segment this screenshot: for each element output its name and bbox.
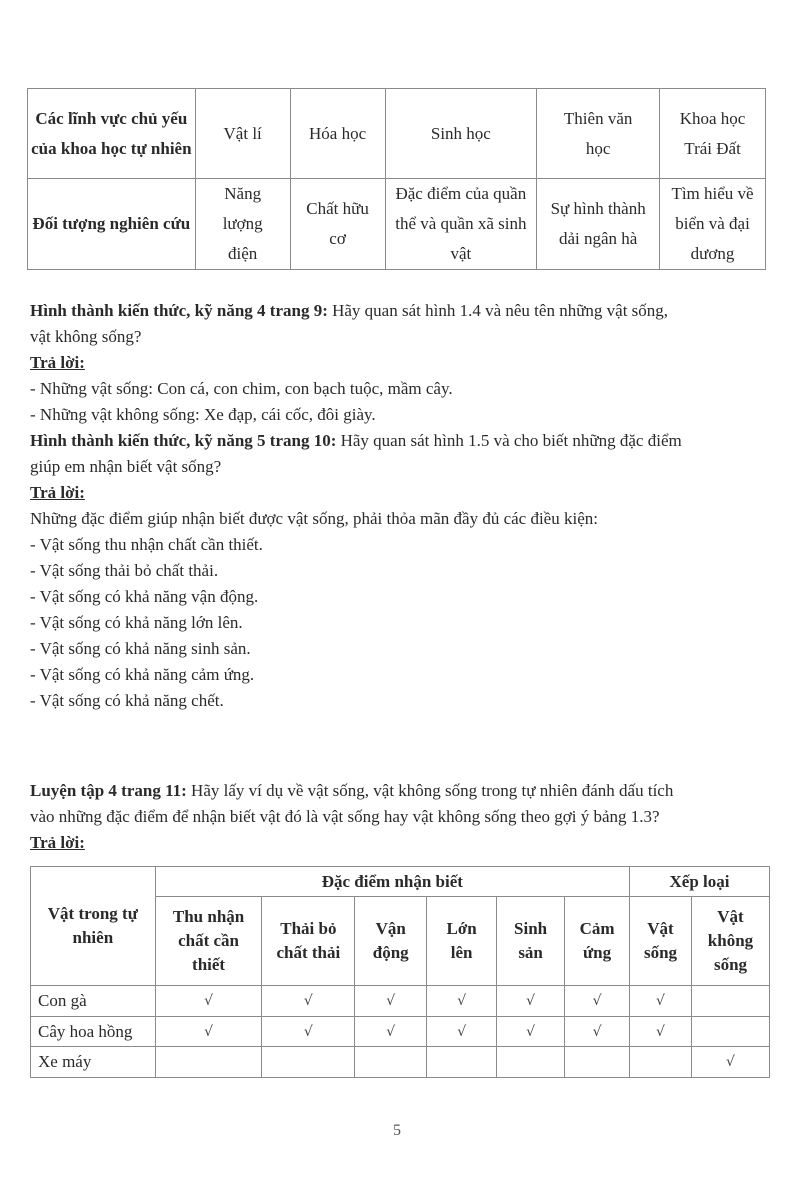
answer-line: - Những vật sống: Con cá, con chim, con bạch tuộc, mầm cây. — [30, 379, 453, 398]
question-5 — [30, 428, 775, 714]
table-cell: Sự hình thành dải ngân hà — [537, 179, 660, 270]
check-mark — [355, 1047, 427, 1078]
column-header: Vận động — [355, 897, 427, 986]
table-cell: Thiên văn học — [537, 89, 660, 179]
question-4 — [30, 298, 775, 428]
science-fields-table — [27, 88, 766, 270]
check-mark — [262, 1047, 355, 1078]
check-mark: √ — [155, 1017, 262, 1047]
check-mark — [691, 1017, 769, 1047]
check-mark: √ — [630, 1017, 692, 1047]
check-mark — [565, 1047, 630, 1078]
answer-label: Trả lời: — [30, 353, 85, 372]
question-text: giúp em nhận biết vật sống? — [30, 457, 222, 476]
table-row — [31, 1047, 770, 1078]
check-mark: √ — [565, 986, 630, 1017]
question-text: Hãy quan sát hình 1.5 và cho biết những đặc điểm — [336, 431, 682, 450]
answer-line: - Vật sống có khả năng vận động. — [30, 587, 259, 606]
table-row — [28, 179, 766, 270]
answer-line: - Vật sống có khả năng lớn lên. — [30, 613, 243, 632]
row-name: Cây hoa hồng — [31, 1017, 156, 1047]
practice-4 — [30, 778, 775, 856]
column-header: Vật trong tự nhiên — [31, 867, 156, 986]
answer-line: - Vật sống có khả năng cảm ứng. — [30, 665, 255, 684]
row-header: Các lĩnh vực chủ yếu của khoa học tự nhiên — [28, 89, 196, 179]
question-title: Hình thành kiến thức, kỹ năng 4 trang 9: — [30, 301, 328, 320]
check-mark: √ — [497, 986, 565, 1017]
table-cell: Sinh học — [385, 89, 537, 179]
answer-intro: Những đặc điểm giúp nhận biết được vật sống, phải thỏa mãn đầy đủ các điều kiện: — [30, 509, 598, 528]
group-header: Xếp loại — [630, 867, 770, 897]
table-cell: Vật lí — [195, 89, 290, 179]
column-header: Cảm ứng — [565, 897, 630, 986]
check-mark — [497, 1047, 565, 1078]
question-text: Hãy quan sát hình 1.4 và nêu tên những vật sống, — [327, 301, 669, 320]
check-mark: √ — [565, 1017, 630, 1047]
check-mark — [155, 1047, 262, 1078]
question-title: Hình thành kiến thức, kỹ năng 5 trang 10: — [30, 431, 337, 450]
answer-line: - Vật sống thải bỏ chất thải. — [30, 561, 219, 580]
column-header: Thải bỏ chất thải — [262, 897, 355, 986]
column-header: Lớn lên — [427, 897, 497, 986]
table-cell: Tìm hiểu về biển và đại dương — [660, 179, 766, 270]
living-things-table — [30, 866, 770, 1078]
column-header: Vật không sống — [691, 897, 769, 986]
group-header: Đặc điểm nhận biết — [155, 867, 629, 897]
table-row — [28, 89, 766, 179]
check-mark: √ — [630, 986, 692, 1017]
table-row — [31, 1017, 770, 1047]
answer-line: - Vật sống có khả năng chết. — [30, 691, 224, 710]
check-mark: √ — [355, 1017, 427, 1047]
page-number: 5 — [393, 1122, 401, 1139]
check-mark — [427, 1047, 497, 1078]
question-text: vật không sống? — [30, 327, 142, 346]
table-header-row — [31, 867, 770, 897]
column-header: Vật sống — [630, 897, 692, 986]
check-mark — [630, 1047, 692, 1078]
column-header: Thu nhận chất cần thiết — [155, 897, 262, 986]
row-name: Con gà — [31, 986, 156, 1017]
table-cell: Đặc điểm của quần thể và quần xã sinh vật — [385, 179, 537, 270]
answer-label: Trả lời: — [30, 483, 85, 502]
answer-line: - Vật sống thu nhận chất cần thiết. — [30, 535, 263, 554]
check-mark — [691, 986, 769, 1017]
table-cell: Khoa học Trái Đất — [660, 89, 766, 179]
check-mark: √ — [497, 1017, 565, 1047]
table-cell: Năng lượng điện — [195, 179, 290, 270]
check-mark: √ — [262, 1017, 355, 1047]
check-mark: √ — [262, 986, 355, 1017]
table-row — [31, 986, 770, 1017]
table-cell: Chất hữu cơ — [290, 179, 385, 270]
answer-line: - Những vật không sống: Xe đạp, cái cốc, đôi giày. — [30, 405, 376, 424]
check-mark: √ — [427, 1017, 497, 1047]
check-mark: √ — [155, 986, 262, 1017]
table-cell: Hóa học — [290, 89, 385, 179]
check-mark: √ — [355, 986, 427, 1017]
question-text: Hãy lấy ví dụ về vật sống, vật không sống trong tự nhiên đánh dấu tích — [186, 781, 674, 800]
question-text: vào những đặc điểm để nhận biết vật đó là vật sống hay vật không sống theo gợi ý bảng 1.3? — [30, 807, 660, 826]
question-title: Luyện tập 4 trang 11: — [30, 781, 187, 800]
check-mark: √ — [691, 1047, 769, 1078]
check-mark: √ — [427, 986, 497, 1017]
answer-line: - Vật sống có khả năng sinh sản. — [30, 639, 251, 658]
column-header: Sinh sản — [497, 897, 565, 986]
row-name: Xe máy — [31, 1047, 156, 1078]
row-header: Đối tượng nghiên cứu — [28, 179, 196, 270]
answer-label: Trả lời: — [30, 833, 85, 852]
